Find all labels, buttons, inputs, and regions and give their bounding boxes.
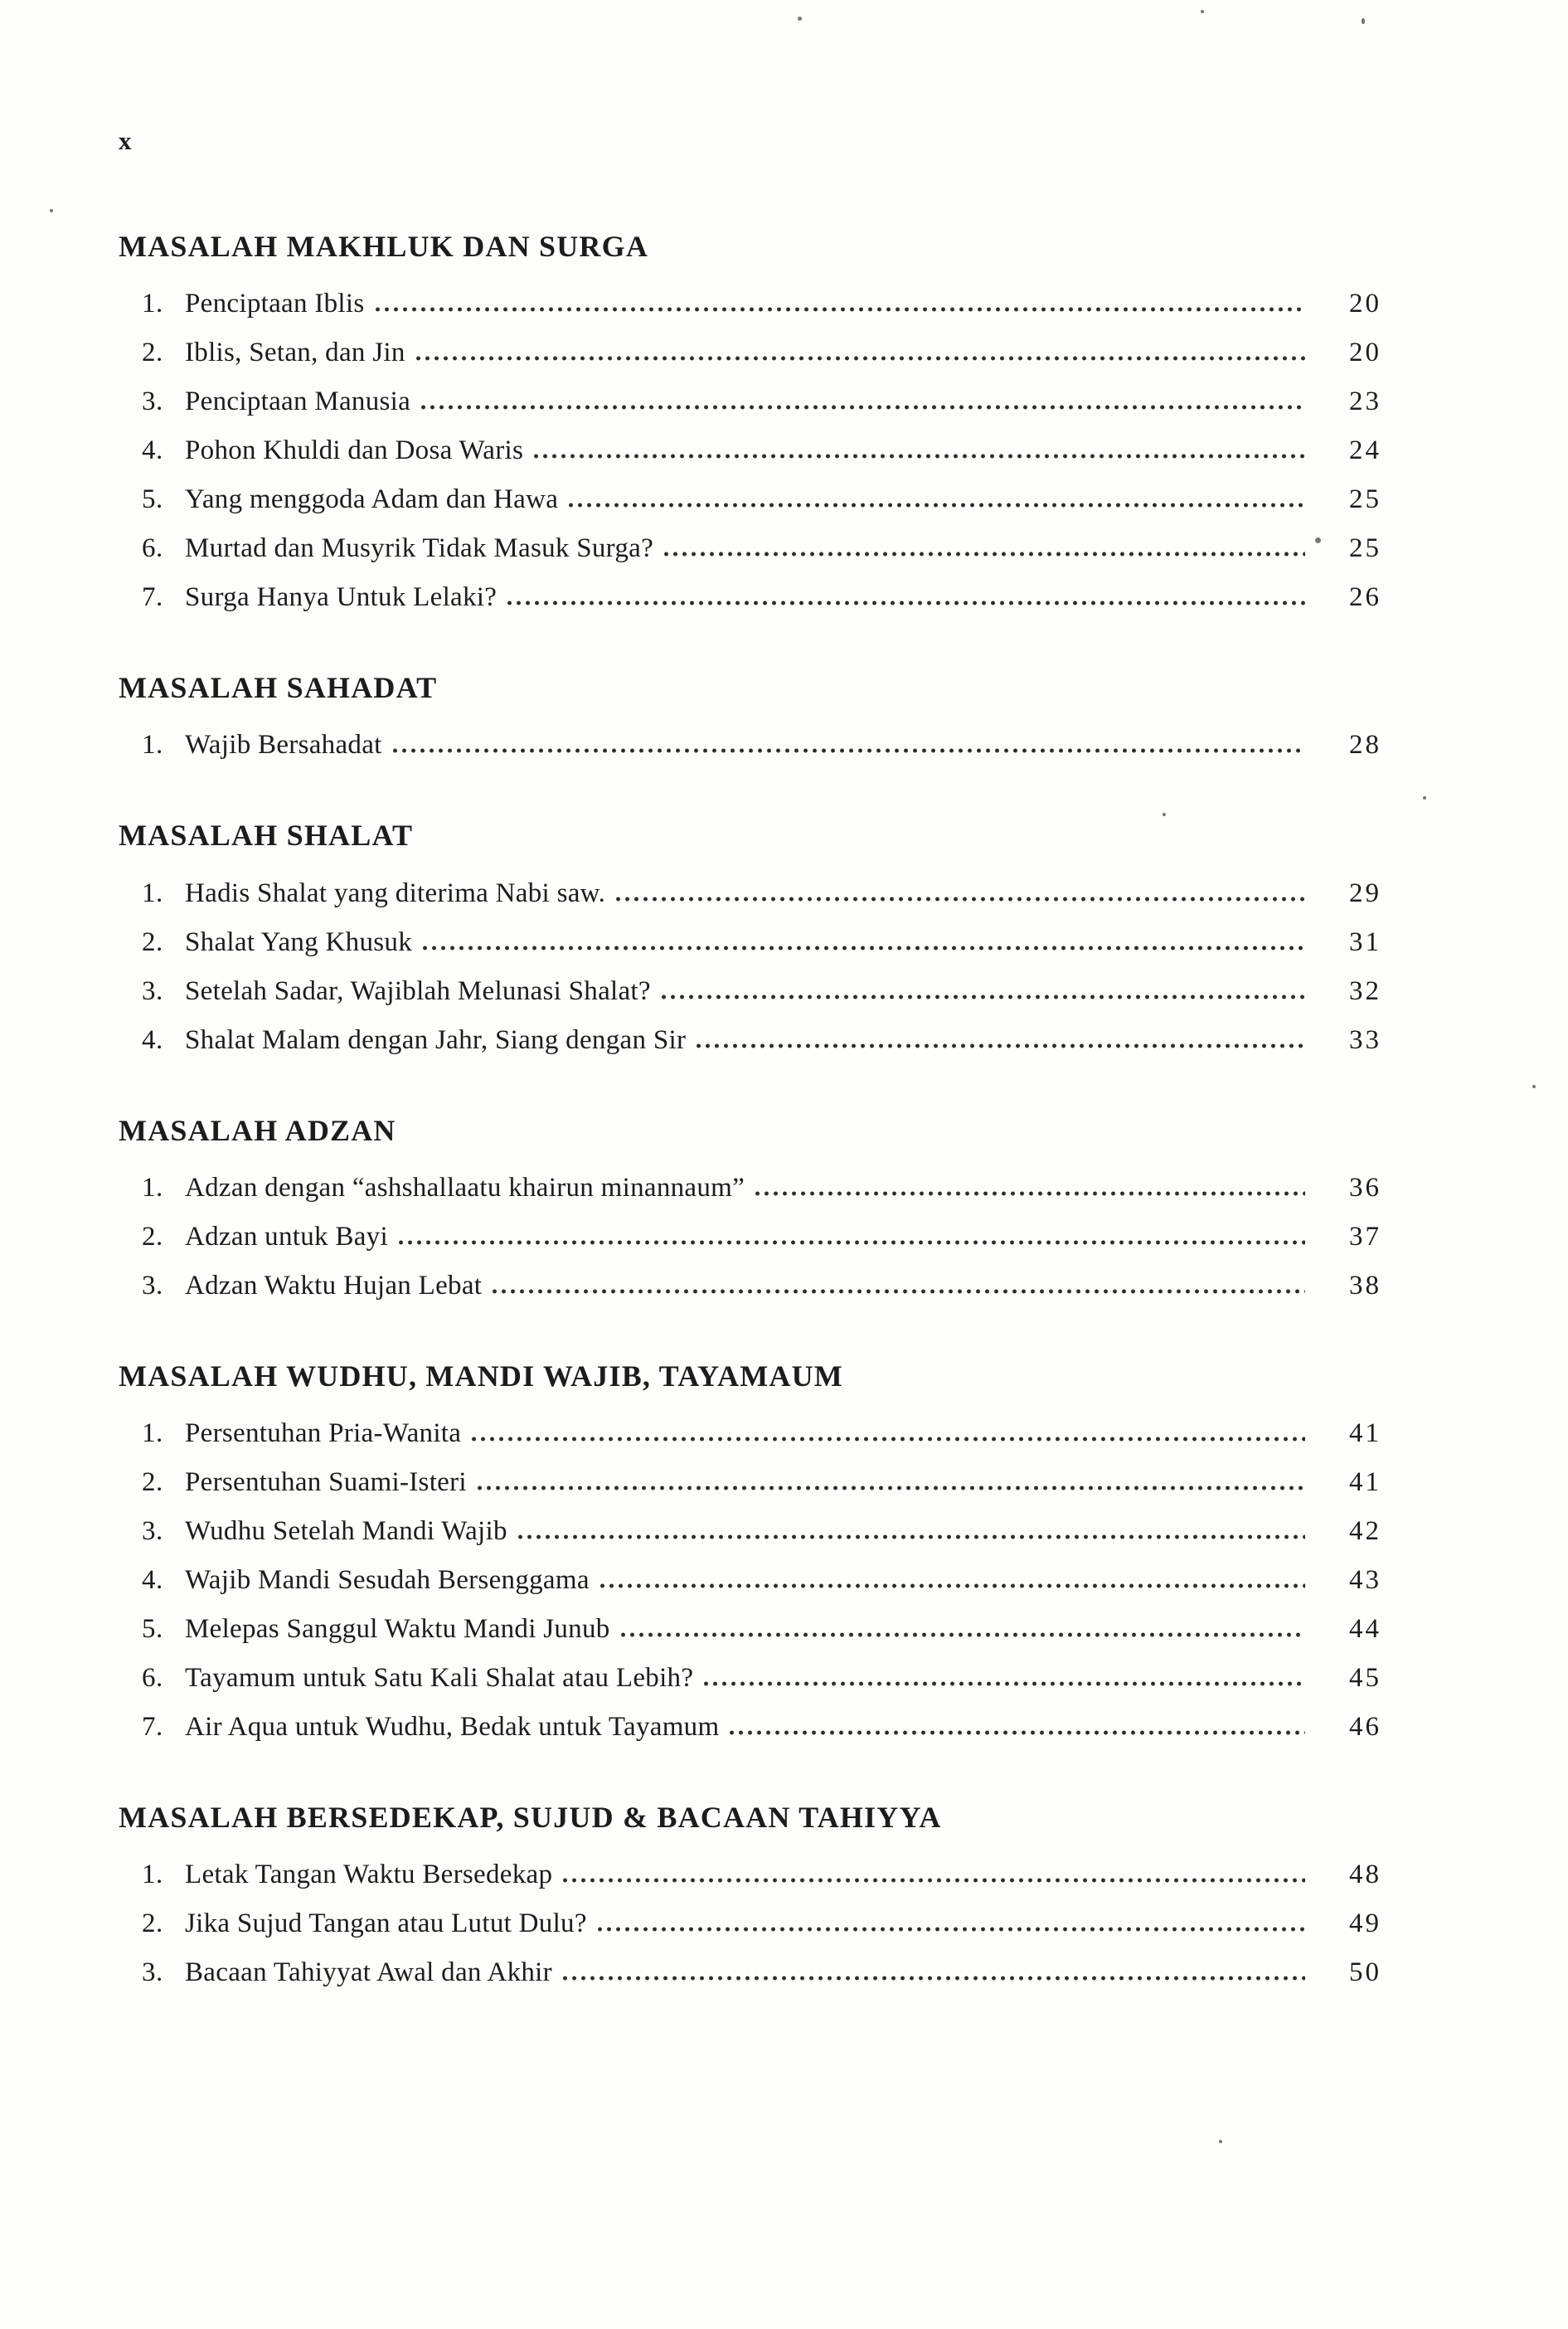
scan-speck xyxy=(1532,1085,1536,1088)
toc-item xyxy=(142,869,1381,918)
dot-leader xyxy=(663,551,1305,557)
item-title: Bacaan Tahiyyat Awal dan Akhir xyxy=(185,1957,552,1988)
item-title: Pohon Khuldi dan Dosa Waris xyxy=(185,435,524,466)
item-page: 25 xyxy=(1349,484,1381,515)
dot-leader xyxy=(471,1436,1305,1442)
item-page: 46 xyxy=(1349,1711,1381,1742)
item-page: 44 xyxy=(1349,1613,1381,1644)
toc-item xyxy=(142,573,1381,622)
dot-leader xyxy=(533,453,1305,459)
item-title: Shalat Malam dengan Jahr, Siang dengan Sir xyxy=(185,1024,687,1055)
scan-speck xyxy=(1362,18,1365,24)
dot-leader xyxy=(477,1485,1305,1491)
dot-leader xyxy=(755,1190,1305,1197)
dot-leader xyxy=(507,600,1305,606)
section-heading: MASALAH ADZAN xyxy=(119,1113,396,1147)
item-page: 24 xyxy=(1349,435,1381,466)
toc-item xyxy=(142,426,1381,475)
item-number: 1. xyxy=(142,289,163,319)
item-title: Setelah Sadar, Wajiblah Melunasi Shalat? xyxy=(185,975,651,1006)
item-number: 6. xyxy=(142,533,163,564)
item-title: Wajib Mandi Sesudah Bersenggama xyxy=(185,1564,590,1595)
item-title: Adzan dengan “ashshallaatu khairun minannaum” xyxy=(185,1172,745,1203)
item-title: Persentuhan Suami-Isteri xyxy=(185,1466,467,1497)
item-number: 3. xyxy=(142,1270,163,1301)
section-heading: MASALAH MAKHLUK DAN SURGA xyxy=(119,230,649,263)
item-number: 3. xyxy=(142,1515,163,1546)
item-title: Hadis Shalat yang diterima Nabi saw. xyxy=(185,878,606,908)
item-title: Jika Sujud Tangan atau Lutut Dulu? xyxy=(185,1908,587,1939)
dot-leader xyxy=(517,1534,1305,1540)
toc-item xyxy=(142,1605,1381,1654)
dot-leader xyxy=(696,1043,1305,1049)
item-number: 5. xyxy=(142,484,163,515)
toc-item xyxy=(142,1899,1381,1948)
toc-item xyxy=(142,1409,1381,1458)
item-page: 31 xyxy=(1349,926,1381,957)
item-number: 2. xyxy=(142,1221,163,1252)
item-number: 1. xyxy=(142,1172,163,1203)
toc-item xyxy=(142,328,1381,377)
dot-leader xyxy=(398,1239,1305,1246)
toc-item xyxy=(142,1213,1381,1262)
item-page: 41 xyxy=(1349,1417,1381,1448)
item-number: 1. xyxy=(142,730,163,761)
scan-speck xyxy=(1219,2140,1222,2143)
dot-leader xyxy=(492,1288,1305,1295)
toc-section xyxy=(119,1359,1381,1752)
section-items xyxy=(119,1850,1381,1997)
item-number: 1. xyxy=(142,1417,163,1448)
toc-item xyxy=(142,1458,1381,1507)
section-items xyxy=(119,1409,1381,1752)
dot-leader xyxy=(420,404,1305,411)
toc-item xyxy=(142,280,1381,328)
toc-item xyxy=(142,1850,1381,1899)
item-number: 4. xyxy=(142,1564,163,1595)
item-title: Yang menggoda Adam dan Hawa xyxy=(185,484,559,515)
page-number-marker: x xyxy=(119,126,133,155)
item-page: 37 xyxy=(1349,1221,1381,1252)
dot-leader xyxy=(422,945,1305,951)
toc-section xyxy=(119,818,1381,1064)
toc-item xyxy=(142,1948,1381,1997)
section-heading: MASALAH BERSEDEKAP, SUJUD & BACAAN TAHIYYA xyxy=(119,1800,942,1834)
item-page: 49 xyxy=(1349,1908,1381,1939)
item-number: 2. xyxy=(142,926,163,957)
item-number: 4. xyxy=(142,1024,163,1055)
scan-speck xyxy=(1201,10,1204,13)
item-page: 32 xyxy=(1349,975,1381,1006)
scan-speck xyxy=(1423,796,1426,800)
scan-speck xyxy=(50,209,53,212)
item-title: Murtad dan Musyrik Tidak Masuk Surga? xyxy=(185,533,654,564)
item-number: 2. xyxy=(142,1908,163,1939)
item-page: 25 xyxy=(1349,533,1381,564)
item-page: 48 xyxy=(1349,1860,1381,1890)
toc-item xyxy=(142,1654,1381,1703)
toc-item xyxy=(142,1556,1381,1605)
dot-leader xyxy=(568,502,1305,508)
scan-speck xyxy=(798,17,802,21)
item-number: 3. xyxy=(142,975,163,1006)
section-heading: MASALAH SHALAT xyxy=(119,819,414,853)
item-page: 50 xyxy=(1349,1957,1381,1988)
item-title: Wajib Bersahadat xyxy=(185,730,382,761)
toc-section xyxy=(119,670,1381,770)
toc-section xyxy=(119,1800,1381,1997)
toc-section xyxy=(119,229,1381,622)
dot-leader xyxy=(600,1583,1305,1589)
section-items xyxy=(119,1164,1381,1310)
item-number: 3. xyxy=(142,387,163,417)
item-title: Shalat Yang Khusuk xyxy=(185,926,413,957)
toc-section xyxy=(119,1113,1381,1310)
section-items xyxy=(119,869,1381,1065)
dot-leader xyxy=(615,896,1305,902)
item-number: 3. xyxy=(142,1957,163,1988)
dot-leader xyxy=(597,1926,1305,1933)
item-page: 41 xyxy=(1349,1466,1381,1497)
toc-item xyxy=(142,377,1381,426)
dot-leader xyxy=(661,994,1305,1000)
item-page: 36 xyxy=(1349,1172,1381,1203)
dot-leader xyxy=(562,1975,1305,1981)
dot-leader xyxy=(729,1729,1305,1736)
item-page: 33 xyxy=(1349,1024,1381,1055)
item-number: 2. xyxy=(142,1466,163,1497)
toc xyxy=(119,229,1381,1997)
toc-item xyxy=(142,721,1381,770)
dot-leader xyxy=(703,1680,1305,1687)
item-title: Iblis, Setan, dan Jin xyxy=(185,338,405,368)
item-page: 20 xyxy=(1349,338,1381,368)
dot-leader xyxy=(392,747,1305,754)
item-page: 28 xyxy=(1349,730,1381,761)
item-page: 42 xyxy=(1349,1515,1381,1546)
item-number: 2. xyxy=(142,338,163,368)
item-number: 6. xyxy=(142,1662,163,1693)
toc-item xyxy=(142,918,1381,967)
item-page: 38 xyxy=(1349,1270,1381,1301)
dot-leader xyxy=(620,1631,1305,1638)
item-page: 45 xyxy=(1349,1662,1381,1693)
item-title: Penciptaan Iblis xyxy=(185,289,365,319)
item-page: 20 xyxy=(1349,289,1381,319)
toc-item xyxy=(142,475,1381,524)
item-title: Letak Tangan Waktu Bersedekap xyxy=(185,1860,553,1890)
toc-item xyxy=(142,1164,1381,1213)
item-title: Persentuhan Pria-Wanita xyxy=(185,1417,462,1448)
dot-leader xyxy=(375,306,1306,313)
toc-item xyxy=(142,524,1381,573)
scan-speck xyxy=(1315,537,1321,543)
item-page: 43 xyxy=(1349,1564,1381,1595)
section-heading: MASALAH WUDHU, MANDI WAJIB, TAYAMAUM xyxy=(119,1359,843,1393)
toc-item xyxy=(142,1703,1381,1752)
section-heading: MASALAH SAHADAT xyxy=(119,671,438,705)
item-page: 29 xyxy=(1349,878,1381,908)
dot-leader xyxy=(415,355,1305,362)
item-title: Penciptaan Manusia xyxy=(185,387,411,417)
item-title: Tayamum untuk Satu Kali Shalat atau Lebih? xyxy=(185,1662,694,1693)
item-title: Air Aqua untuk Wudhu, Bedak untuk Tayamum xyxy=(185,1711,720,1742)
item-number: 4. xyxy=(142,435,163,466)
section-items xyxy=(119,280,1381,622)
item-number: 1. xyxy=(142,878,163,908)
item-number: 5. xyxy=(142,1613,163,1644)
toc-item xyxy=(142,1262,1381,1310)
item-page: 26 xyxy=(1349,582,1381,613)
item-title: Melepas Sanggul Waktu Mandi Junub xyxy=(185,1613,610,1644)
toc-item xyxy=(142,967,1381,1016)
item-number: 7. xyxy=(142,1711,163,1742)
toc-item xyxy=(142,1016,1381,1065)
section-items xyxy=(119,721,1381,770)
item-title: Surga Hanya Untuk Lelaki? xyxy=(185,582,498,613)
scan-speck xyxy=(1163,813,1166,816)
item-number: 7. xyxy=(142,582,163,613)
dot-leader xyxy=(562,1877,1305,1884)
item-page: 23 xyxy=(1349,387,1381,417)
item-title: Adzan Waktu Hujan Lebat xyxy=(185,1270,483,1301)
item-title: Wudhu Setelah Mandi Wajib xyxy=(185,1515,507,1546)
item-number: 1. xyxy=(142,1860,163,1890)
item-title: Adzan untuk Bayi xyxy=(185,1221,388,1252)
toc-item xyxy=(142,1507,1381,1556)
